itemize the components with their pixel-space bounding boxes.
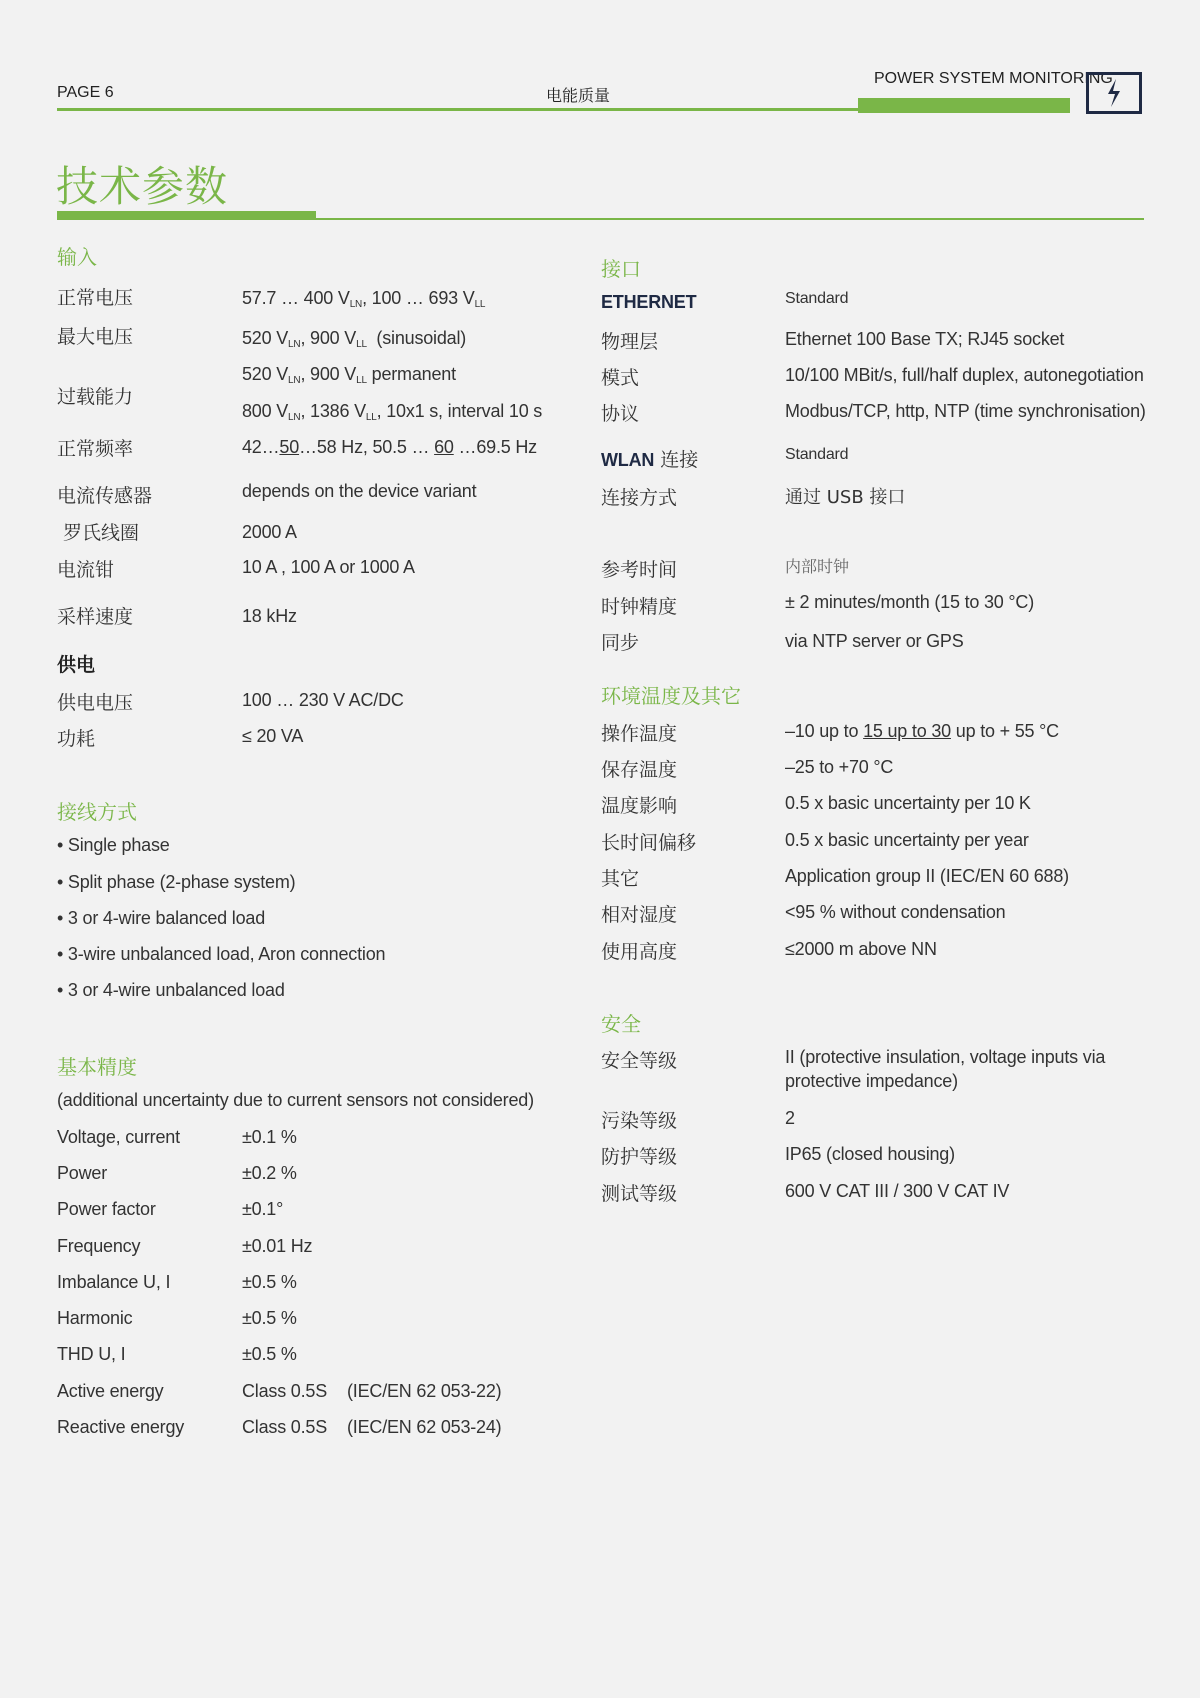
spec-value: 600 V CAT III / 300 V CAT IV	[785, 1181, 1010, 1201]
spec-label: 采样速度	[57, 606, 134, 628]
standard-ref: (IEC/EN 62 053-22)	[347, 1381, 502, 1401]
spec-label: 参考时间	[601, 559, 678, 581]
spec-label: 供电电压	[57, 692, 134, 714]
spec-label: 电流传感器	[57, 485, 153, 507]
spec-value: –10 up to 15 up to 30 up to + 55 °C	[785, 721, 1059, 741]
section-heading-safety: 安全	[601, 1012, 641, 1036]
spec-value: IP65 (closed housing)	[785, 1144, 955, 1164]
spec-value: 520 $V_{LN}$, 900 $V_{LL}$ permanent	[242, 364, 456, 386]
spec-value: 57.7 … 400 $V_{LN}$, 100 … 693 $V_{LL}$	[242, 288, 486, 310]
spec-value: ± 2 minutes/month (15 to 30 °C)	[785, 592, 1034, 612]
section-heading-supply: 供电	[57, 654, 96, 676]
section-heading-accuracy: 基本精度	[57, 1055, 137, 1079]
spec-label: 污染等级	[601, 1110, 678, 1132]
spec-value: 100 … 230 V AC/DC	[242, 690, 404, 710]
spec-label: 同步	[601, 632, 640, 654]
section-heading-environment: 环境温度及其它	[601, 684, 741, 708]
spec-label: 模式	[601, 367, 640, 389]
section-heading-wiring: 接线方式	[57, 800, 137, 824]
spec-label: Voltage, current	[57, 1127, 180, 1147]
spec-value: Class 0.5S	[242, 1417, 328, 1437]
spec-label: 保存温度	[601, 759, 678, 781]
spec-value: 内部时钟	[785, 557, 850, 576]
header-brand-text: POWER SYSTEM MONITORING	[874, 70, 1113, 87]
spec-value: ≤2000 m above NN	[785, 939, 937, 959]
spec-label: 防护等级	[601, 1146, 678, 1168]
spec-value: protective impedance)	[785, 1071, 958, 1091]
spec-value: Standard	[785, 290, 849, 307]
accuracy-note: (additional uncertainty due to current sensors not considered)	[57, 1090, 534, 1110]
list-item: • 3 or 4-wire balanced load	[57, 908, 266, 928]
spec-value: 10 A , 100 A or 1000 A	[242, 557, 415, 577]
spec-value: 2	[785, 1108, 795, 1128]
spec-label: 操作温度	[601, 723, 678, 745]
spec-value: 10/100 MBit/s, full/half duplex, autonegotiation	[785, 365, 1144, 385]
spec-value: ≤ 20 VA	[242, 726, 304, 746]
spec-label: 电流钳	[57, 559, 115, 581]
spec-label: 长时间偏移	[601, 832, 697, 854]
spec-label: ETHERNET	[601, 292, 697, 312]
page-title: 技术参数	[56, 162, 229, 211]
spec-label: THD U, I	[57, 1344, 126, 1364]
spec-value: 0.5 x basic uncertainty per 10 K	[785, 793, 1031, 813]
spec-value: ±0.5 %	[242, 1272, 297, 1292]
spec-value: depends on the device variant	[242, 481, 477, 501]
spec-label: 最大电压	[57, 326, 134, 348]
spec-label: 功耗	[57, 728, 96, 750]
spec-value: 0.5 x basic uncertainty per year	[785, 830, 1029, 850]
list-item: • 3 or 4-wire unbalanced load	[57, 980, 285, 1000]
spec-value: 520 $V_{LN}$, 900 $V_{LL}$ (sinusoidal)	[242, 328, 467, 350]
spec-label: 其它	[601, 868, 640, 890]
spec-label: Frequency	[57, 1236, 141, 1256]
spec-label: 正常电压	[57, 287, 134, 309]
spec-value: II (protective insulation, voltage inputs via	[785, 1047, 1106, 1067]
spec-value: ±0.5 %	[242, 1308, 297, 1328]
list-item: • 3-wire unbalanced load, Aron connection	[57, 944, 386, 964]
spec-value: <95 % without condensation	[785, 902, 1006, 922]
spec-value: via NTP server or GPS	[785, 631, 964, 651]
header-rule	[57, 108, 858, 111]
spec-label: 时钟精度	[601, 596, 678, 618]
spec-label: 正常频率	[57, 438, 134, 460]
spec-value: Modbus/TCP, http, NTP (time synchronisation)	[785, 401, 1146, 421]
title-accent-bar	[57, 211, 316, 220]
spec-label: 罗氏线圈	[57, 522, 140, 544]
spec-value: 800 $V_{LN}$, 1386 $V_{LL}$, 10x1 s, interval 10 s	[242, 401, 543, 423]
spec-label: Power factor	[57, 1199, 156, 1219]
spec-label: Harmonic	[57, 1308, 133, 1328]
spec-label: 安全等级	[601, 1050, 678, 1072]
header-accent-bar	[858, 98, 1070, 113]
spec-label: 温度影响	[601, 795, 678, 817]
spec-value: Class 0.5S	[242, 1381, 328, 1401]
standard-ref: (IEC/EN 62 053-24)	[347, 1417, 502, 1437]
spec-value: 2000 A	[242, 522, 297, 542]
title-rule	[316, 218, 1144, 220]
spec-label: 使用高度	[601, 941, 678, 963]
spec-label: 相对湿度	[601, 904, 678, 926]
section-heading-interface: 接口	[601, 257, 641, 281]
spec-label: 物理层	[601, 331, 659, 353]
spec-value: Ethernet 100 Base TX; RJ45 socket	[785, 329, 1065, 349]
spec-value: Standard	[785, 446, 849, 463]
logo-bolt-icon	[1086, 72, 1142, 114]
spec-value: 通过 USB 接口	[785, 487, 906, 508]
spec-label: 测试等级	[601, 1183, 678, 1205]
spec-label: Reactive energy	[57, 1417, 185, 1437]
spec-label: 过载能力	[57, 386, 134, 408]
spec-label: Power	[57, 1163, 108, 1183]
section-heading-input: 输入	[57, 245, 97, 269]
header-section-title: 电能质量	[546, 86, 611, 105]
spec-value: –25 to +70 °C	[785, 757, 894, 777]
spec-value: ±0.5 %	[242, 1344, 297, 1364]
spec-value: ±0.1°	[242, 1199, 284, 1219]
page-number: PAGE 6	[57, 84, 114, 101]
spec-value: Application group II (IEC/EN 60 688)	[785, 866, 1069, 886]
spec-value: ±0.01 Hz	[242, 1236, 313, 1256]
spec-label: 连接方式	[601, 487, 678, 509]
spec-value: ±0.1 %	[242, 1127, 297, 1147]
spec-label: Imbalance U, I	[57, 1272, 171, 1292]
spec-value: 42…50…58 Hz, 50.5 … 60 …69.5 Hz	[242, 437, 537, 457]
spec-label: Active energy	[57, 1381, 164, 1401]
spec-label: 协议	[601, 403, 640, 425]
list-item: • Split phase (2-phase system)	[57, 872, 296, 892]
list-item: • Single phase	[57, 835, 170, 855]
spec-value: 18 kHz	[242, 606, 297, 626]
spec-label: WLAN 连接	[601, 449, 699, 471]
spec-value: ±0.2 %	[242, 1163, 297, 1183]
